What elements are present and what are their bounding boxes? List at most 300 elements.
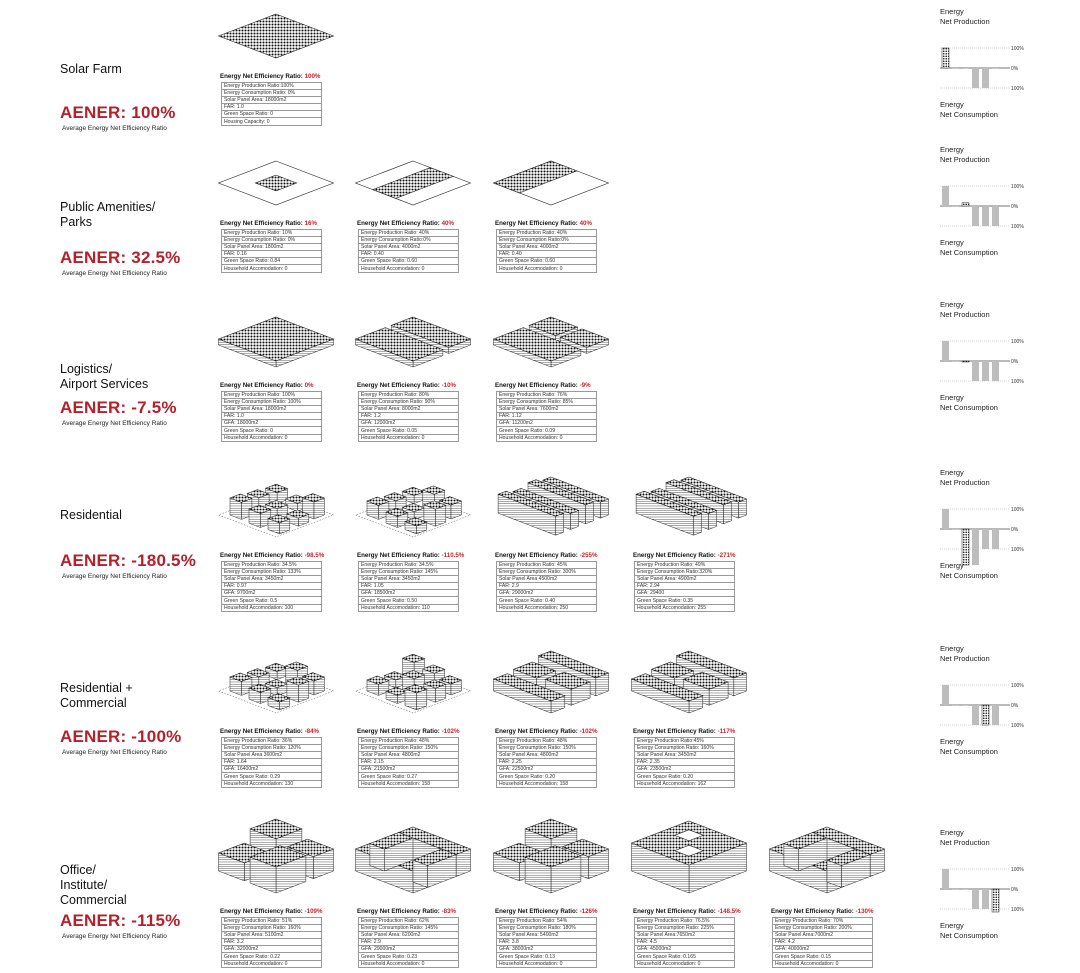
design-option	[633, 818, 745, 968]
stats-row	[497, 427, 597, 434]
massing-diagram	[633, 645, 745, 723]
stats-row	[497, 946, 597, 953]
design-option	[495, 645, 607, 795]
stats-cell: FAR: 2.9	[359, 939, 459, 946]
ratio-value: -102%	[579, 728, 598, 735]
stats-cell: Solar Panel Area:7000m2	[773, 932, 873, 939]
massing-diagram	[495, 150, 607, 215]
stats-cell: Solar Panel Area:7650m2	[635, 932, 735, 939]
ratio-heading	[220, 73, 320, 80]
stats-row	[635, 576, 735, 583]
ratio-label: Energy Net Efficiency Ratio:	[220, 382, 305, 389]
stats-cell: Energy Production Ratio: 70%	[773, 918, 873, 925]
aener-value: AENER: 100%	[60, 103, 176, 122]
category-row	[0, 470, 1080, 620]
stats-row	[222, 576, 322, 583]
chart-bar	[982, 361, 989, 381]
design-option	[633, 645, 745, 795]
stats-row	[359, 738, 459, 745]
building-side	[724, 502, 732, 524]
stats-row	[359, 569, 459, 576]
aener-caption: Average Energy Net Efficiency Ratio	[62, 420, 167, 427]
stats-cell: Green Space Ratio: 0.50	[359, 597, 459, 604]
option-stats-table	[772, 917, 873, 968]
massing-diagram	[495, 645, 607, 723]
category-title: Public Amenities/ Parks	[60, 200, 156, 229]
stats-row	[497, 752, 597, 759]
massing-blocks	[219, 484, 334, 537]
aener-value: AENER: -7.5%	[60, 398, 177, 417]
massing-edge	[494, 161, 609, 205]
ratio-heading	[495, 382, 591, 389]
stats-cell: Energy Production Ratio: 40%	[359, 230, 459, 237]
ratio-label: Energy Net Efficiency Ratio:	[633, 908, 718, 915]
stats-cell: Household Accomodation: 0	[359, 960, 459, 967]
ratio-value: 40%	[579, 220, 592, 227]
massing-diagram	[220, 150, 332, 215]
stats-cell: Energy Consumption Ratio: 0%	[222, 90, 322, 97]
stats-row	[773, 946, 873, 953]
stats-cell: Green Space Ratio: 0.22	[222, 953, 322, 960]
stats-cell: Energy Production Ratio: 10%	[222, 230, 322, 237]
stats-cell: FAR: 1.05	[359, 583, 459, 590]
stats-cell: FAR: 3.2	[222, 939, 322, 946]
stats-row	[222, 590, 322, 597]
stats-cell: Energy Production Ratio: 34.5%	[222, 562, 322, 569]
stats-row	[497, 569, 597, 576]
stats-cell: Household Accomodation: 158	[359, 780, 459, 787]
design-option	[220, 10, 332, 160]
stats-row	[222, 258, 322, 265]
stats-cell: Housing Capacity: 0	[222, 118, 322, 125]
stats-cell: Energy Consumption Ratio: 90%	[359, 399, 459, 406]
stats-row	[222, 960, 322, 967]
stats-cell: Household Accomodation: 250	[497, 604, 597, 611]
ratio-value: -130%	[855, 908, 874, 915]
stats-cell: Solar Panel Area: 3450m2	[359, 576, 459, 583]
stats-cell: Household Accomodation: 0	[359, 265, 459, 272]
stats-row	[635, 597, 735, 604]
stats-row	[359, 604, 459, 611]
option-stats-table	[634, 917, 735, 968]
stats-row	[222, 939, 322, 946]
stats-cell: Solar Panel Area: 4900m2	[635, 576, 735, 583]
stats-row	[222, 759, 322, 766]
stats-row	[359, 244, 459, 251]
stats-row	[635, 925, 735, 932]
stats-cell: FAR: 1.0	[222, 104, 322, 111]
massing-diagram	[220, 645, 332, 723]
ratio-value: -102%	[441, 728, 460, 735]
ratio-value: 16%	[304, 220, 317, 227]
stats-cell: Energy Production Ratio: 54%	[497, 918, 597, 925]
stats-cell: Solar Panel Area: 8000m2	[359, 406, 459, 413]
stats-cell: Green Space Ratio: 0.35	[635, 597, 735, 604]
ratio-heading	[633, 908, 741, 915]
ratio-label: Energy Net Efficiency Ratio:	[220, 73, 305, 80]
stats-cell: Solar Panel Area: 18000m2	[222, 97, 322, 104]
stats-cell: Energy Production Ratio:100%	[222, 83, 322, 90]
stats-cell: Household Accomodation: 162	[635, 780, 735, 787]
ratio-label: Energy Net Efficiency Ratio:	[495, 220, 580, 227]
stats-cell: GFA: 32000m2	[222, 946, 322, 953]
stats-row	[222, 434, 322, 441]
massing-diagram	[220, 470, 332, 547]
massing-diagram	[771, 818, 883, 903]
chart-tick-label: 100%	[1011, 184, 1024, 190]
chart-bar	[952, 705, 959, 706]
massing-diagram	[633, 818, 745, 903]
massing-diagram	[357, 645, 469, 723]
stats-row	[359, 392, 459, 399]
stats-cell: Energy Production Ratio: 51%	[222, 918, 322, 925]
chart-tick-label: 0%	[1011, 887, 1019, 893]
stats-row	[635, 766, 735, 773]
option-stats-table	[221, 737, 322, 788]
stats-row	[222, 90, 322, 97]
stats-cell: FAR: 2.35	[635, 759, 735, 766]
stats-row	[359, 434, 459, 441]
aener-value: AENER: -100%	[60, 727, 182, 746]
chart-tick-label: 100%	[1011, 224, 1024, 230]
stats-cell: Energy Consumption Ratio: 0%	[222, 237, 322, 244]
massing-diagram	[357, 150, 469, 215]
chart-bar	[962, 203, 969, 206]
chart-tick-label: 100%	[1011, 907, 1024, 913]
chart-tick-label: 0%	[1011, 66, 1019, 72]
category-title: Residential	[60, 508, 122, 522]
chart-production-label: Energy Net Production	[940, 145, 990, 164]
stats-cell: FAR: 2.94	[635, 583, 735, 590]
stats-cell: Solar Panel Area: 5100m2	[222, 932, 322, 939]
stats-row	[497, 766, 597, 773]
ratio-value: 40%	[441, 220, 454, 227]
stats-cell: GFA: 22500m2	[497, 766, 597, 773]
stats-cell: Solar Panel Area: 4800m2	[359, 752, 459, 759]
stats-row	[222, 244, 322, 251]
chart-bar	[972, 206, 979, 226]
stats-cell: Solar Panel Area: 1800m2	[222, 244, 322, 251]
stats-cell: FAR: 3.8	[497, 939, 597, 946]
ratio-value: -83%	[441, 908, 457, 915]
stats-row	[222, 780, 322, 787]
design-option	[357, 818, 469, 968]
massing-courts	[632, 651, 747, 713]
stats-cell: Green Space Ratio: 0.23	[359, 953, 459, 960]
stats-cell: GFA: 18000m2	[222, 420, 322, 427]
stats-cell: Solar Panel Area: 5400m2	[497, 932, 597, 939]
chart-bar	[952, 206, 959, 207]
stats-cell: Household Accomodation: 0	[497, 265, 597, 272]
chart-consumption-label: Energy Net Consumption	[940, 561, 998, 580]
option-stats-table	[358, 561, 459, 612]
stats-cell: Green Space Ratio: 0	[222, 111, 322, 118]
chart-bar	[952, 68, 959, 69]
stats-cell: FAR: 4.2	[773, 939, 873, 946]
stats-cell: Energy Consumption Ratio: 145%	[359, 925, 459, 932]
stats-cell: Household Accomodation: 110	[359, 604, 459, 611]
stats-row	[497, 738, 597, 745]
stats-row	[497, 960, 597, 967]
stats-cell: Energy Consumption Ratio: 180%	[497, 925, 597, 932]
chart-bar	[992, 705, 999, 725]
massing-diagram	[220, 818, 332, 903]
option-stats-table	[634, 737, 735, 788]
chart-bar	[982, 68, 989, 88]
massing-diagram	[220, 10, 332, 68]
stats-row	[222, 773, 322, 780]
ratio-label: Energy Net Efficiency Ratio:	[633, 728, 718, 735]
chart-tick-label: 100%	[1011, 723, 1024, 729]
stats-cell: Solar Panel Area: 18000m2	[222, 406, 322, 413]
stats-row	[222, 413, 322, 420]
option-stats-table	[496, 917, 597, 968]
option-stats-table	[221, 229, 322, 273]
stats-cell: Energy Consumption Ratio:0%	[359, 237, 459, 244]
stats-row	[222, 766, 322, 773]
chart-bar	[972, 529, 979, 565]
solar-panel-field	[219, 14, 334, 58]
chart-bar	[972, 889, 979, 909]
stats-cell: Household Accomodation: 0	[222, 265, 322, 272]
stats-row	[497, 745, 597, 752]
stats-cell: Solar Panel Area: 3450m2	[635, 752, 735, 759]
stats-row	[635, 960, 735, 967]
ratio-value: -117%	[717, 728, 736, 735]
stats-row	[359, 918, 459, 925]
stats-row	[359, 420, 459, 427]
stats-row	[359, 759, 459, 766]
chart-tick-label: 0%	[1011, 359, 1019, 365]
stats-cell: Solar Panel Area: 4800m2	[497, 752, 597, 759]
stats-row	[497, 399, 597, 406]
ratio-value: -126%	[579, 908, 598, 915]
stats-row	[773, 932, 873, 939]
stats-cell: Household Accomodation: 0	[222, 434, 322, 441]
ratio-label: Energy Net Efficiency Ratio:	[357, 382, 442, 389]
stats-cell: Household Accomodation: 0	[222, 960, 322, 967]
stats-row	[497, 244, 597, 251]
stats-row	[497, 265, 597, 272]
ratio-heading	[633, 552, 735, 559]
chart-tick-label: 100%	[1011, 547, 1024, 553]
ratio-label: Energy Net Efficiency Ratio:	[771, 908, 856, 915]
category-row	[0, 145, 1080, 300]
ratio-value: -109%	[304, 908, 323, 915]
stats-cell: Green Space Ratio: 0.40	[497, 597, 597, 604]
category-row	[0, 300, 1080, 455]
stats-cell: Energy Consumption Ratio: 150%	[359, 745, 459, 752]
stats-cell: FAR: 1.0	[222, 413, 322, 420]
massing-diagram	[357, 818, 469, 903]
stats-cell: Energy Consumption Ratio:320%	[635, 569, 735, 576]
chart-tick-label: 100%	[1011, 379, 1024, 385]
chart-consumption-label: Energy Net Consumption	[940, 921, 998, 940]
stats-row	[222, 83, 322, 90]
stats-row	[497, 251, 597, 258]
stats-cell: Household Accomodation: 0	[635, 960, 735, 967]
chart-bar	[992, 529, 999, 549]
stats-row	[359, 780, 459, 787]
stats-cell: Energy Consumption Ratio: 100%	[222, 399, 322, 406]
stats-cell: GFA: 18500m2	[359, 590, 459, 597]
ratio-heading	[495, 552, 597, 559]
stats-row	[497, 576, 597, 583]
stats-cell: FAR: 4.5	[635, 939, 735, 946]
ratio-value: -271%	[717, 552, 736, 559]
design-option	[495, 150, 607, 300]
aener-caption: Average Energy Net Efficiency Ratio	[62, 573, 167, 580]
chart-bar	[962, 361, 969, 362]
stats-cell: Energy Consumption Ratio: 225%	[635, 925, 735, 932]
chart-bar	[962, 68, 969, 69]
stats-cell: Household Accomodation: 0	[497, 434, 597, 441]
energy-balance-chart	[940, 491, 1030, 561]
stats-row	[635, 946, 735, 953]
ratio-value: -98.5%	[304, 552, 325, 559]
design-option	[357, 470, 469, 620]
aener-value: AENER: 32.5%	[60, 248, 181, 267]
stats-row	[497, 413, 597, 420]
chart-consumption-label: Energy Net Consumption	[940, 238, 998, 257]
building-side	[694, 513, 702, 535]
stats-cell: Energy Production Ratio: 48%	[359, 738, 459, 745]
chart-bar	[982, 889, 989, 909]
category-row	[0, 7, 1080, 160]
design-option	[357, 305, 469, 455]
stats-row	[497, 420, 597, 427]
stats-row	[222, 265, 322, 272]
design-option	[771, 818, 883, 968]
stats-cell: Energy Production Ratio: 76.5%	[635, 918, 735, 925]
massing-diagram	[495, 818, 607, 903]
ratio-label: Energy Net Efficiency Ratio:	[633, 552, 718, 559]
stats-cell: Energy Consumption Ratio: 160%	[635, 745, 735, 752]
option-stats-table	[496, 229, 597, 273]
ratio-label: Energy Net Efficiency Ratio:	[357, 552, 442, 559]
stats-row	[497, 230, 597, 237]
chart-tick-label: 0%	[1011, 204, 1019, 210]
stats-row	[773, 939, 873, 946]
stats-row	[222, 251, 322, 258]
massing-diagram	[357, 305, 469, 377]
stats-row	[222, 946, 322, 953]
stats-row	[635, 604, 735, 611]
aener-caption: Average Energy Net Efficiency Ratio	[62, 749, 167, 756]
stats-row	[773, 960, 873, 967]
ratio-heading	[357, 220, 454, 227]
stats-row	[635, 773, 735, 780]
stats-cell: Solar Panel Area: 7600m2	[497, 406, 597, 413]
category-title: Solar Farm	[60, 62, 122, 76]
stats-row	[359, 773, 459, 780]
stats-cell: Energy Production Ratio:45%	[635, 738, 735, 745]
stats-cell: FAR: 1.64	[222, 759, 322, 766]
stats-cell: Energy Consumption Ratio:0%	[497, 237, 597, 244]
stats-row	[222, 583, 322, 590]
stats-row	[222, 104, 322, 111]
stats-cell: Energy Consumption Ratio: 133%	[222, 569, 322, 576]
massing-blocks	[356, 486, 471, 537]
option-stats-table	[496, 561, 597, 612]
stats-cell: GFA: 12000m2	[359, 420, 459, 427]
stats-cell: Green Space Ratio: 0.15	[773, 953, 873, 960]
option-stats-table	[358, 391, 459, 442]
stats-cell: Solar Panel Area: 4000m2	[359, 244, 459, 251]
stats-cell: Energy Consumption Ratio: 85%	[497, 399, 597, 406]
stats-row	[359, 406, 459, 413]
stats-row	[359, 752, 459, 759]
chart-bar	[992, 68, 999, 69]
stats-row	[497, 583, 597, 590]
stats-row	[222, 604, 322, 611]
stats-cell: Green Space Ratio: 0	[222, 427, 322, 434]
stats-row	[222, 230, 322, 237]
chart-bar	[982, 529, 989, 549]
massing-blocks	[356, 654, 471, 713]
design-option	[495, 818, 607, 968]
stats-row	[359, 939, 459, 946]
ratio-heading	[771, 908, 873, 915]
stats-row	[773, 953, 873, 960]
ratio-label: Energy Net Efficiency Ratio:	[495, 382, 580, 389]
stats-cell: Household Accomodation: 100	[222, 604, 322, 611]
design-option	[220, 818, 332, 968]
stats-row	[359, 597, 459, 604]
stats-cell: Energy Production Ratio: 40%	[497, 230, 597, 237]
stats-cell: FAR: 1.12	[497, 413, 597, 420]
stats-cell: Household Accomodation: 0	[773, 960, 873, 967]
stats-row	[497, 392, 597, 399]
option-stats-table	[221, 391, 322, 442]
stats-row	[497, 258, 597, 265]
stats-cell: FAR: 0.16	[222, 251, 322, 258]
massing-ring	[356, 827, 471, 893]
chart-bar	[942, 341, 949, 361]
chart-tick-label: 0%	[1011, 527, 1019, 533]
stats-row	[222, 918, 322, 925]
aener-caption: Average Energy Net Efficiency Ratio	[62, 933, 167, 940]
stats-row	[222, 752, 322, 759]
building-side	[586, 502, 594, 524]
stats-cell: Solar Panel Area: 3450m2	[222, 576, 322, 583]
building-side	[556, 513, 564, 535]
stats-row	[773, 918, 873, 925]
stats-cell: Green Space Ratio: 0.20	[497, 773, 597, 780]
stats-cell: FAR: 0.40	[497, 251, 597, 258]
massing-blocks	[219, 662, 334, 713]
stats-row	[773, 925, 873, 932]
massing-slab	[219, 317, 334, 367]
stats-cell: Energy Consumption Ratio: 145%	[359, 569, 459, 576]
energy-balance-chart	[940, 851, 1030, 921]
ratio-value: 100%	[304, 73, 321, 80]
stats-cell: Energy Consumption Ratio: 300%	[497, 569, 597, 576]
massing-office	[494, 819, 609, 893]
category-title: Office/ Institute/ Commercial	[60, 863, 127, 907]
stats-row	[497, 597, 597, 604]
stats-row	[635, 759, 735, 766]
massing-mega	[632, 821, 747, 893]
massing-diagram	[495, 305, 607, 377]
ratio-label: Energy Net Efficiency Ratio:	[220, 552, 305, 559]
stats-row	[359, 258, 459, 265]
stats-cell: Green Space Ratio: 0.60	[359, 258, 459, 265]
category-title: Residential + Commercial	[60, 681, 133, 710]
massing-courts	[494, 651, 609, 713]
category-row	[0, 645, 1080, 795]
stats-row	[359, 237, 459, 244]
